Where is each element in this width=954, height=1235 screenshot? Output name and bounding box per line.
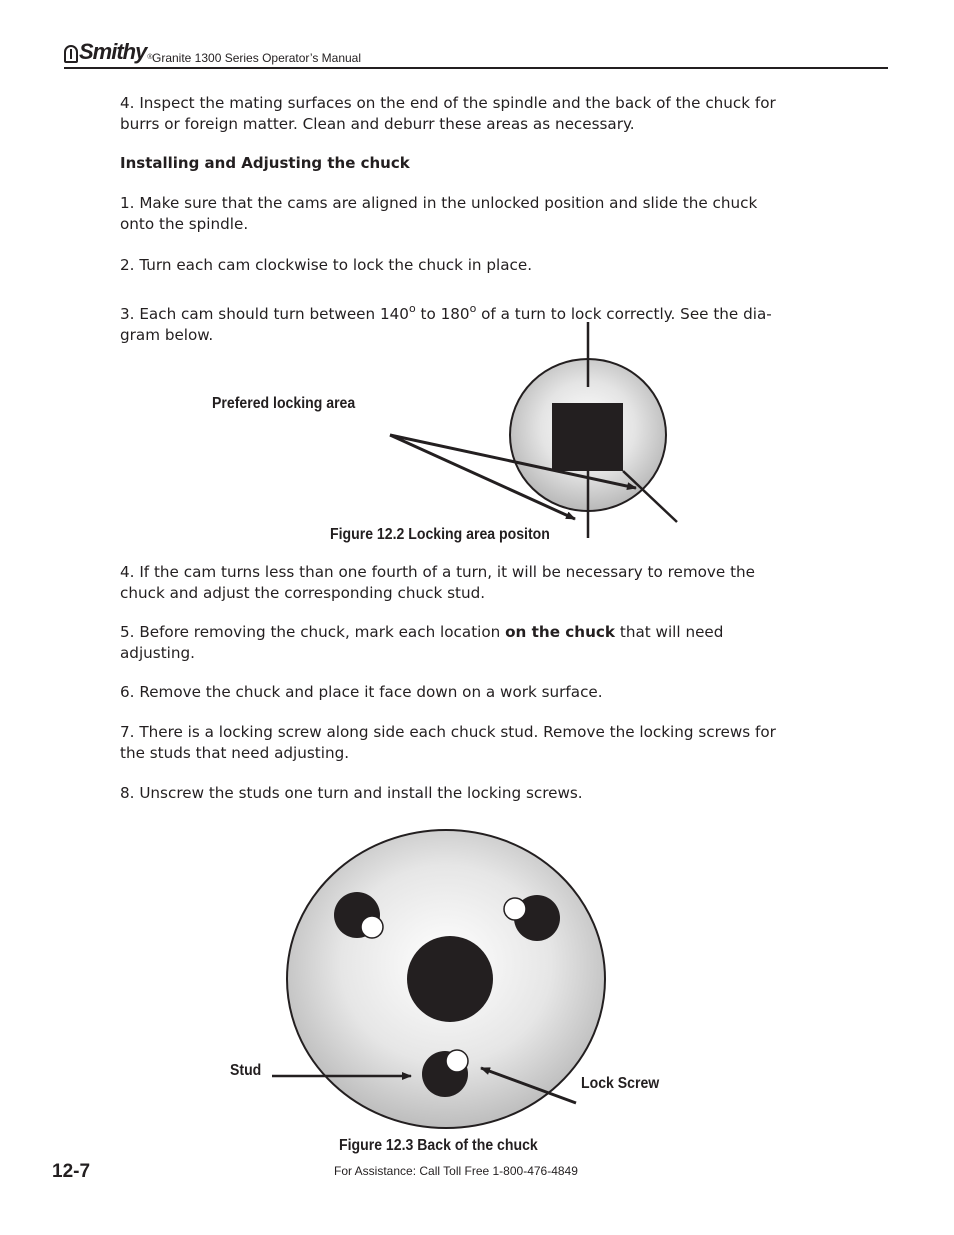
manual-title: Granite 1300 Series Operator’s Manual [152,51,362,65]
locking-area-label: Prefered locking area [212,395,356,412]
step-3-text-b: to 180 [415,305,470,323]
logo-text: Smithy [79,39,147,64]
step-3-text-a: 3. Each cam should turn between 140 [120,305,409,323]
step-7: 7. There is a locking screw along side each chuck stud. Remove the locking screws for the studs that need adjusting. [120,723,776,762]
step-4-inspect: 4. Inspect the mating surfaces on the end of the spindle and the back of the chuck for burrs or foreign matter. Clean and deburr these areas as necessary. [120,94,776,133]
step-5-text-a: 5. Before removing the chuck, mark each location [120,623,506,641]
lock-screw-upper-left [361,916,383,938]
figure-12-3-caption: Figure 12.3 Back of the chuck [339,1137,538,1154]
degree-symbol: o [469,302,477,315]
section-heading: Installing and Adjusting the chuck [120,154,410,172]
spindle-hole [407,936,493,1022]
step-5 [120,622,780,663]
assistance-line: For Assistance: Call Toll Free 1-800-476-4849 [334,1164,578,1178]
step-2: 2. Turn each cam clockwise to lock the chuck in place. [120,256,533,274]
degree-symbol: o [408,302,416,315]
figure-12-2-caption: Figure 12.2 Locking area positon [330,526,550,543]
step-5-emphasis: on the chuck [505,623,616,641]
step-3-text-c: of a turn to lock correctly. See the dia-gram below. [120,305,772,344]
page-number: 12-7 [52,1161,91,1182]
step-8: 8. Unscrew the studs one turn and install the locking screws. [120,784,583,802]
lock-screw-bottom [446,1050,468,1072]
step-6: 6. Remove the chuck and place it face down on a work surface. [120,683,603,701]
lock-screw-label: Lock Screw [581,1075,660,1092]
step-5-text-b: that will need adjusting. [120,623,724,662]
stud-label: Stud [230,1062,262,1079]
logo-registered-mark: ® [147,54,153,61]
step-4-adjust: 4. If the cam turns less than one fourth of a turn, it will be necessary to remove the chuck and adjust the corresponding chuck stud. [120,563,756,602]
cam-block [552,403,623,471]
lock-screw-upper-right [504,898,526,920]
step-1: 1. Make sure that the cams are aligned in the unlocked position and slide the chuck onto the spindle. [120,194,758,233]
